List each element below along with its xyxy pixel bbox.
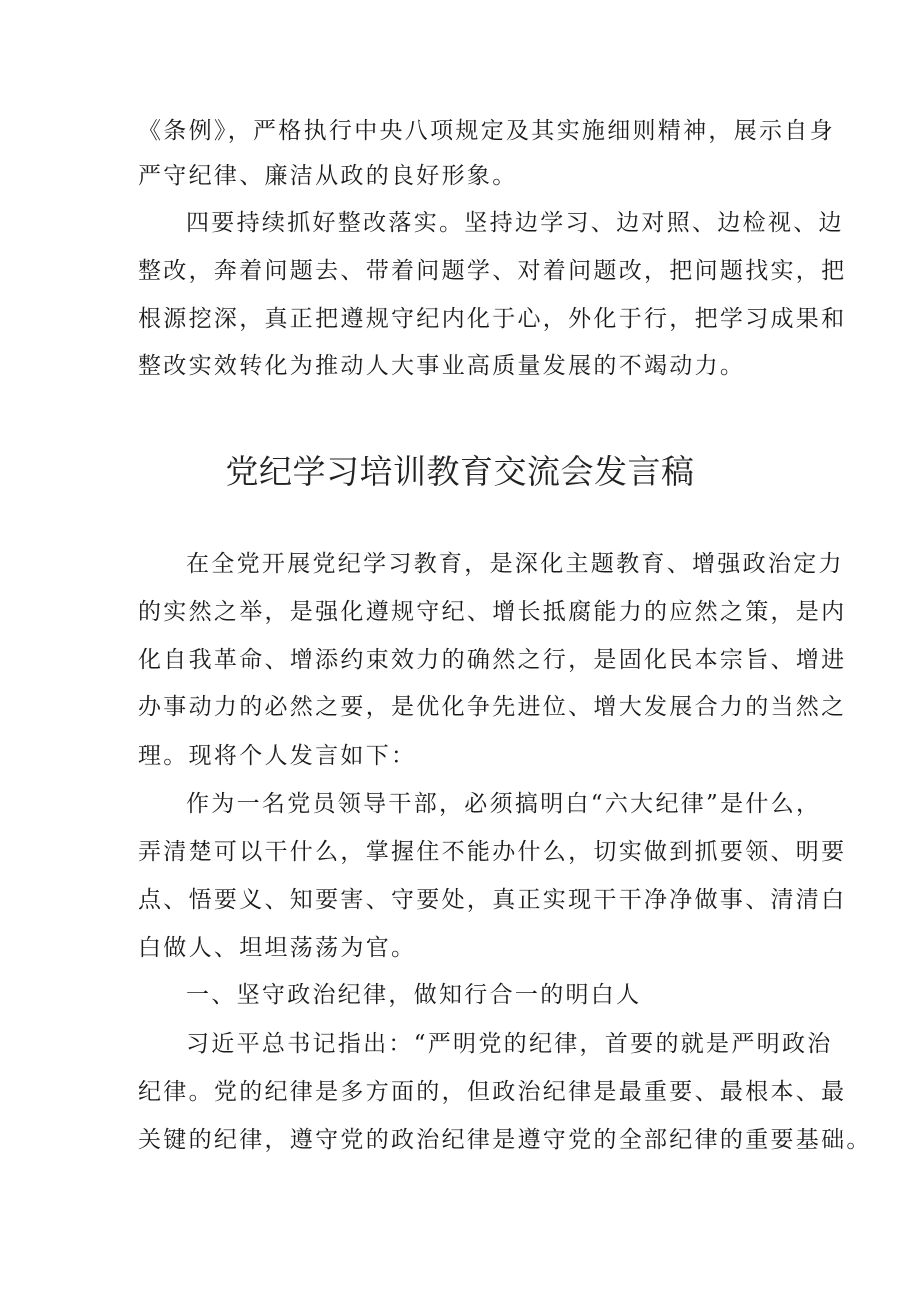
text-line: 的实然之举，是强化遵规守纪、增长抵腐能力的应然之策，是内 [138,599,847,625]
text-line: 严守纪律、廉洁从政的良好形象。 [138,163,518,189]
text-line: 四要持续抓好整改落实。坚持边学习、边对照、边检视、边 [186,210,844,236]
text-line: 理。现将个人发言如下： [138,743,417,769]
text-line: 关键的纪律，遵守党的政治纪律是遵守党的全部纪律的重要基础。 [138,1127,872,1153]
text-line: 办事动力的必然之要，是优化争先进位、增大发展合力的当然之 [138,694,847,720]
text-line: 根源挖深，真正把遵规守纪内化于心，外化于行，把学习成果和 [138,306,847,332]
text-line: 点、悟要义、知要害、守要处，真正实现干干净净做事、清清白 [138,887,847,913]
text-line: 作为一名党员领导干部，必须搞明白“六大纪律”是什么， [186,791,822,817]
text-line: 化自我革命、增添约束效力的确然之行，是固化民本宗旨、增进 [138,647,847,673]
text-line: 纪律。党的纪律是多方面的，但政治纪律是最重要、最根本、最 [138,1079,847,1105]
text-line: 《条例》，严格执行中央八项规定及其实施细则精神，展示自身 [138,118,835,144]
text-line: 在全党开展党纪学习教育，是深化主题教育、增强政治定力 [186,551,844,577]
text-line: 整改实效转化为推动人大事业高质量发展的不竭动力。 [138,353,746,379]
section-heading: 一、坚守政治纪律，做知行合一的明白人 [186,982,642,1008]
text-line: 白做人、坦坦荡荡为官。 [138,935,417,961]
text-line: 弄清楚可以干什么，掌握住不能办什么，切实做到抓要领、明要 [138,839,847,865]
document-title: 党纪学习培训教育交流会发言稿 [225,452,695,491]
text-line: 整改，奔着问题去、带着问题学、对着问题改，把问题找实，把 [138,258,847,284]
text-line: 习近平总书记指出：“严明党的纪律，首要的就是严明政治 [186,1031,833,1057]
